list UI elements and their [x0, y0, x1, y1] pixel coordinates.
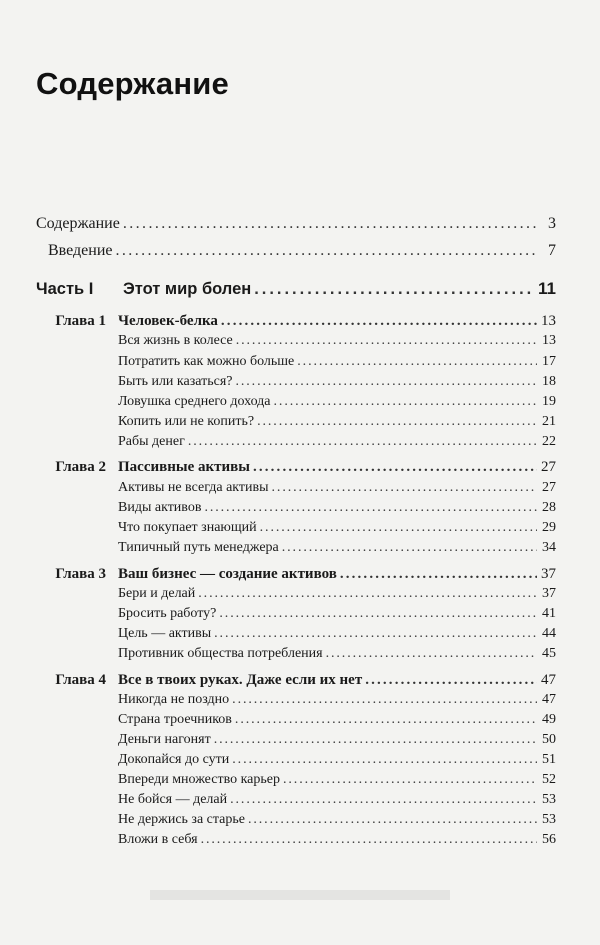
toc-entry-section[interactable] [118, 585, 556, 603]
entry-title: Человек-белка [118, 313, 218, 329]
dot-leader [198, 585, 537, 603]
entry-page: 19 [542, 394, 556, 409]
entry-page: 37 [542, 586, 556, 601]
entry-title: Что покупает знающий [118, 520, 257, 535]
toc-entry-chapter-4[interactable] [34, 671, 556, 689]
toc-entry-section[interactable] [118, 499, 556, 517]
entry-page: 13 [541, 313, 556, 329]
entry-title: Противник общества потребления [118, 646, 323, 661]
dot-leader [236, 332, 537, 350]
bleed-through-shadow [150, 890, 450, 900]
entry-title: Виды активов [118, 500, 202, 515]
entry-page: 47 [541, 672, 556, 688]
chapter-label: Глава 4 [55, 672, 106, 688]
entry-title: Бросить работу? [118, 606, 217, 621]
dot-leader [282, 539, 537, 557]
entry-title: Типичный путь менеджера [118, 540, 279, 555]
entry-page: 27 [542, 480, 556, 495]
entry-page: 13 [542, 333, 556, 348]
entry-title: Бери и делай [118, 586, 196, 601]
entry-title: Активы не всегда активы [118, 480, 269, 495]
dot-leader [204, 499, 537, 517]
part-label: Часть I [36, 280, 94, 298]
toc-entry-introduction[interactable] [48, 242, 556, 260]
dot-leader [201, 831, 537, 849]
dot-leader [230, 791, 537, 809]
dot-leader [274, 393, 537, 411]
entry-title: Вложи в себя [118, 832, 198, 847]
entry-page: 34 [542, 540, 556, 555]
entry-title: Все в твоих руках. Даже если их нет [118, 672, 363, 688]
dot-leader [214, 731, 537, 749]
entry-title: Впереди множество карьер [118, 772, 280, 787]
toc-entry-section[interactable] [118, 751, 556, 769]
entry-title: Деньги нагонят [118, 732, 211, 747]
entry-title: Введение [48, 242, 113, 259]
toc-entry-section[interactable] [118, 332, 556, 350]
dot-leader [272, 479, 537, 497]
toc-entry-section[interactable] [118, 519, 556, 537]
entry-page: 47 [542, 692, 556, 707]
entry-page: 53 [542, 812, 556, 827]
entry-page: 29 [542, 520, 556, 535]
entry-title: Быть или казаться? [118, 374, 233, 389]
entry-title: Ваш бизнес — создание активов [118, 566, 337, 582]
dot-leader [123, 215, 537, 233]
toc-entry-section[interactable] [118, 791, 556, 809]
toc-entry-chapter-2[interactable] [34, 458, 556, 476]
entry-page: 11 [538, 279, 556, 298]
toc-entry-section[interactable] [118, 625, 556, 643]
entry-page: 3 [548, 215, 556, 232]
entry-page: 21 [542, 414, 556, 429]
entry-page: 7 [548, 242, 556, 259]
dot-leader [219, 605, 537, 623]
toc-entry-section[interactable] [118, 605, 556, 623]
dot-leader [214, 625, 537, 643]
dot-leader [253, 458, 537, 476]
dot-leader [326, 645, 537, 663]
dot-leader [221, 312, 537, 330]
entry-title: Копить или не копить? [118, 414, 255, 429]
toc-entry-section[interactable] [118, 373, 556, 391]
dot-leader [235, 373, 537, 391]
entry-page: 28 [542, 500, 556, 515]
dot-leader [248, 811, 537, 829]
entry-page: 37 [541, 566, 556, 582]
entry-title: Потратить как можно больше [118, 354, 295, 369]
entry-title: Содержание [36, 215, 120, 232]
entry-page: 17 [542, 354, 556, 369]
entry-page: 50 [542, 732, 556, 747]
entry-page: 51 [542, 752, 556, 767]
entry-title: Никогда не поздно [118, 692, 230, 707]
dot-leader [235, 711, 537, 729]
toc-entry-chapter-1[interactable] [34, 312, 556, 330]
toc-entry-section[interactable] [118, 353, 556, 371]
entry-page: 49 [542, 712, 556, 727]
toc-entry-section[interactable] [118, 413, 556, 431]
dot-leader [340, 565, 537, 583]
entry-title: Страна троечников [118, 712, 232, 727]
dot-leader [232, 751, 537, 769]
toc-entry-section[interactable] [118, 645, 556, 663]
dot-leader [283, 771, 537, 789]
toc-entry-section[interactable] [118, 731, 556, 749]
entry-page: 52 [542, 772, 556, 787]
chapter-label: Глава 3 [55, 566, 106, 582]
toc-entry-contents[interactable] [36, 215, 556, 233]
entry-title: Не бойся — делай [118, 792, 228, 807]
toc-entry-section[interactable] [118, 393, 556, 411]
dot-leader [297, 353, 537, 371]
dot-leader [365, 671, 537, 689]
entry-title: Вся жизнь в колесе [118, 333, 233, 348]
toc-entry-section[interactable] [118, 433, 556, 451]
toc-entry-section[interactable] [118, 711, 556, 729]
toc-entry-section[interactable] [118, 691, 556, 709]
entry-page: 41 [542, 606, 556, 621]
dot-leader [232, 691, 537, 709]
toc-entry-section[interactable] [118, 539, 556, 557]
entry-title: Цель — активы [118, 626, 212, 641]
dot-leader [254, 280, 535, 298]
page-title: Содержание [36, 66, 229, 101]
toc-entry-section[interactable] [118, 771, 556, 789]
toc-entry-chapter-3[interactable] [34, 565, 556, 583]
entry-page: 44 [542, 626, 556, 641]
dot-leader [116, 242, 538, 260]
entry-title: Пассивные активы [118, 459, 250, 475]
dot-leader [257, 413, 537, 431]
entry-page: 18 [542, 374, 556, 389]
entry-page: 53 [542, 792, 556, 807]
entry-title: Этот мир болен [123, 280, 252, 298]
entry-page: 27 [541, 459, 556, 475]
entry-page: 45 [542, 646, 556, 661]
entry-title: Докопайся до сути [118, 752, 230, 767]
entry-title: Не держись за старье [118, 812, 245, 827]
chapter-label: Глава 2 [55, 459, 106, 475]
toc-entry-section[interactable] [118, 831, 556, 849]
entry-page: 22 [542, 434, 556, 449]
toc-entry-section[interactable] [118, 811, 556, 829]
toc-entry-section[interactable] [118, 479, 556, 497]
dot-leader [188, 433, 537, 451]
entry-title: Рабы денег [118, 434, 185, 449]
entry-page: 56 [542, 832, 556, 847]
dot-leader [260, 519, 537, 537]
chapter-label: Глава 1 [55, 313, 106, 329]
entry-title: Ловушка среднего дохода [118, 394, 271, 409]
toc-entry-part-1[interactable] [36, 280, 556, 298]
